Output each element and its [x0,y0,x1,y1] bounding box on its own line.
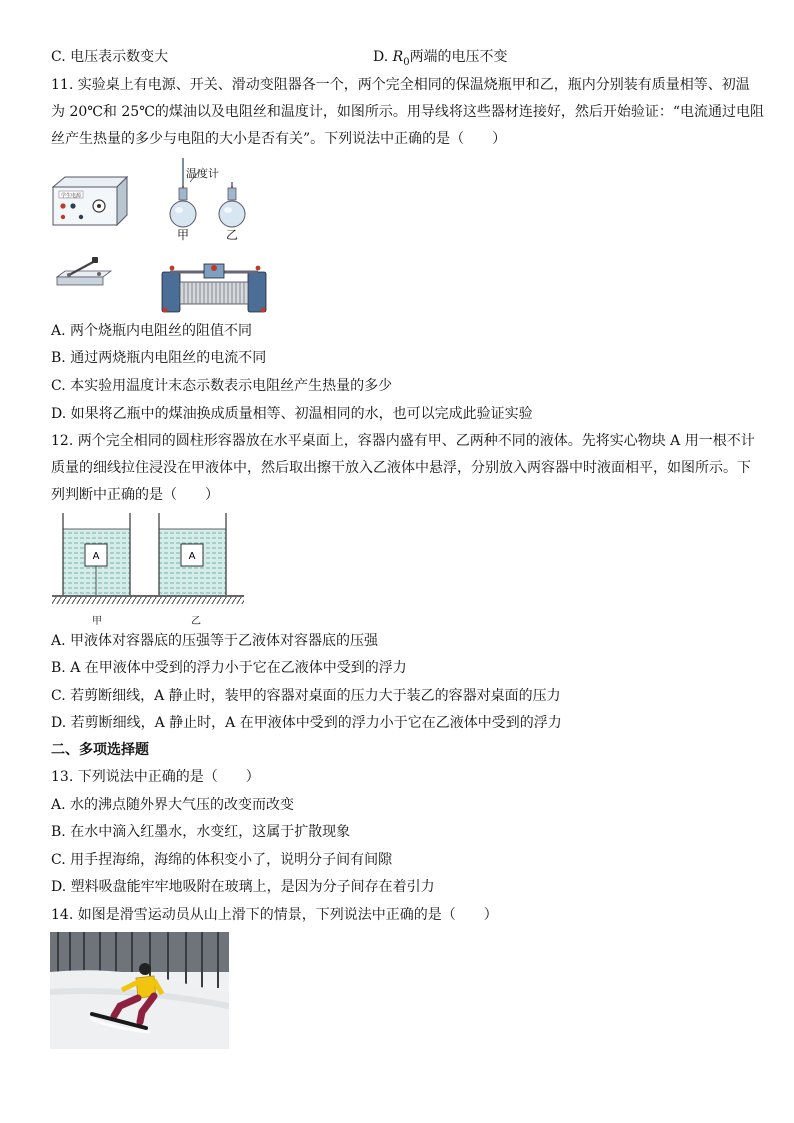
containers-figure [50,511,246,611]
q13-option-b: B. 在水中滴入红墨水，水变红，这属于扩散现象 [51,824,351,840]
switch-figure [55,255,113,289]
q14-stem: 14. 如图是滑雪运动员从山上滑下的情景，下列说法中正确的是（ ） [51,907,498,923]
q10-option-d-sub: 0 [403,56,410,68]
power-supply-figure [51,175,129,227]
q10-option-d-prefix: D. [373,49,393,65]
q11-stem-line-2: 为 20℃和 25℃的煤油以及电阻丝和温度计，如图所示。用导线将这些器材连接好，然后开始验证：“电流通过电阻 [51,104,765,120]
q10-option-c: C. 电压表示数变大 [51,49,169,65]
q10-option-d-var: R [392,49,404,65]
power-supply-label: 学生电源 [60,193,82,199]
q11-option-a: A. 两个烧瓶内电阻丝的阻值不同 [51,323,253,339]
q12-option-c: C. 若剪断细线，A 静止时，装甲的容器对桌面的压力大于装乙的容器对桌面的压力 [51,688,561,704]
q11-stem-line-3: 丝产生热量的多少与电阻的大小是否有关”。下列说法中正确的是（ ） [51,131,507,147]
q11-option-b: B. 通过两烧瓶内电阻丝的电流不同 [51,350,267,366]
section-title: 二、多项选择题 [51,742,149,758]
q13-option-a: A. 水的沸点随外界大气压的改变而改变 [51,797,295,813]
q13-option-c: C. 用手捏海绵，海绵的体积变小了，说明分子间有间隙 [51,852,393,868]
q11-stem-line-1: 11. 实验桌上有电源、开关、滑动变阻器各一个，两个完全相同的保温烧瓶甲和乙，瓶内分别装有质量相等、初温 [51,77,750,93]
q13-stem: 13. 下列说法中正确的是（ ） [51,769,260,785]
q12-option-a: A. 甲液体对容器底的压强等于乙液体对容器底的压强 [51,633,379,649]
block-left-label: A [92,551,100,562]
q12-stem-line-1: 12. 两个完全相同的圆柱形容器放在水平桌面上，容器内盛有甲、乙两种不同的液体。先将实心物块 A 用一根不计 [51,433,755,449]
rheostat-figure [160,262,270,314]
block-right-label: A [188,551,196,562]
thermometer-label: 温度计 [186,167,219,180]
q12-option-d: D. 若剪断细线，A 静止时，A 在甲液体中受到的浮力小于它在乙液体中受到的浮力 [51,715,562,731]
q11-option-d: D. 如果将乙瓶中的煤油换成质量相等、初温相同的水，也可以完成此验证实验 [51,406,533,422]
q10-option-d-suffix: 两端的电压不变 [409,49,508,65]
q10-option-d [373,47,508,73]
flask-left-label: 甲 [177,228,190,242]
container-left-label: 甲 [92,616,102,627]
q11-option-c: C. 本实验用温度计末态示数表示电阻丝产生热量的多少 [51,378,393,394]
flask-right-label: 乙 [226,228,239,242]
snowboarder-photo [50,932,229,1049]
q12-option-b: B. A 在甲液体中受到的浮力小于它在乙液体中受到的浮力 [51,660,407,676]
q12-stem-line-3: 列判断中正确的是（ ） [51,487,219,503]
q13-option-d: D. 塑料吸盘能牢牢地吸附在玻璃上，是因为分子间存在着引力 [51,879,435,895]
q12-stem-line-2: 质量的细线拉住浸没在甲液体中，然后取出擦干放入乙液体中悬浮，分别放入两容器中时液面相平，如图所示。下 [51,460,751,476]
container-right-label: 乙 [191,616,201,627]
